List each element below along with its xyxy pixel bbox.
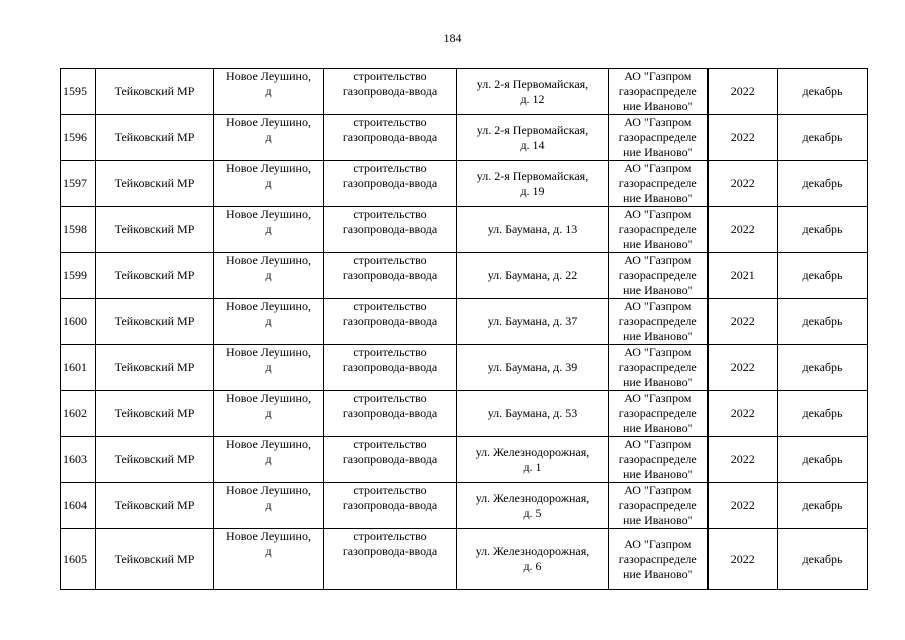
- year-cell: [708, 529, 778, 590]
- year-value: 2022: [730, 406, 755, 420]
- table-row: [61, 483, 868, 529]
- address-house: д. 1: [523, 459, 542, 474]
- organization-line3: ние Иваново": [622, 329, 693, 343]
- row-number: 1602: [63, 406, 87, 420]
- settlement-type: д: [265, 222, 272, 236]
- settlement-name: Новое Леушино,: [226, 391, 311, 405]
- organization-line1: АО "Газпром: [624, 207, 692, 221]
- district-cell: [96, 299, 214, 345]
- address-house: д. 14: [520, 137, 545, 152]
- district-cell: [96, 253, 214, 299]
- work-type-cell: [324, 161, 457, 207]
- work-type-line1: строительство: [353, 69, 427, 83]
- work-type-line2: газопровода-ввода: [342, 222, 438, 236]
- address-cell: [457, 69, 609, 115]
- organization-line1: АО "Газпром: [624, 437, 692, 451]
- organization-cell: [609, 483, 708, 529]
- organization-line2: газораспределе: [618, 360, 697, 374]
- organization-line1: АО "Газпром: [624, 161, 692, 175]
- settlement-name: Новое Леушино,: [226, 207, 311, 221]
- settlement-type: д: [265, 452, 272, 466]
- work-type-line1: строительство: [353, 161, 427, 175]
- year-cell: [708, 207, 778, 253]
- organization-line1: АО "Газпром: [624, 69, 692, 83]
- work-type-line1: строительство: [353, 345, 427, 359]
- work-type-line2: газопровода-ввода: [342, 544, 438, 558]
- settlement-cell: [214, 69, 324, 115]
- work-type-cell: [324, 299, 457, 345]
- district-cell: [96, 345, 214, 391]
- table-row: [61, 299, 868, 345]
- row-number-cell: [61, 437, 96, 483]
- month-value: декабрь: [802, 551, 843, 566]
- organization-line2: газораспределе: [618, 84, 697, 98]
- settlement-name: Новое Леушино,: [226, 437, 311, 451]
- work-type-line1: строительство: [353, 483, 427, 497]
- organization-cell: [609, 69, 708, 115]
- row-number-cell: [61, 483, 96, 529]
- month-cell: [778, 391, 868, 437]
- settlement-type: д: [265, 84, 272, 98]
- month-cell: [778, 299, 868, 345]
- row-number: 1596: [63, 130, 87, 144]
- month-value: декабрь: [802, 360, 843, 374]
- district-cell: [96, 161, 214, 207]
- work-type-line2: газопровода-ввода: [342, 130, 438, 144]
- work-type-cell: [324, 345, 457, 391]
- organization-line3: ние Иваново": [622, 467, 693, 481]
- row-number: 1598: [63, 222, 87, 236]
- month-cell: [778, 345, 868, 391]
- year-value: 2021: [730, 268, 755, 282]
- year-value: 2022: [730, 498, 755, 512]
- year-cell: [708, 483, 778, 529]
- table-row: [61, 115, 868, 161]
- organization-line1: АО "Газпром: [624, 299, 692, 313]
- address-street: ул. Железнодорожная,: [475, 490, 590, 505]
- row-number-cell: [61, 299, 96, 345]
- work-type-cell: [324, 253, 457, 299]
- organization-line1: АО "Газпром: [624, 115, 692, 129]
- address-cell: [457, 483, 609, 529]
- settlement-cell: [214, 437, 324, 483]
- year-cell: [708, 161, 778, 207]
- row-number-cell: [61, 161, 96, 207]
- month-cell: [778, 483, 868, 529]
- organization-line3: ние Иваново": [622, 513, 693, 527]
- month-value: декабрь: [802, 268, 843, 282]
- year-cell: [708, 345, 778, 391]
- month-cell: [778, 529, 868, 590]
- organization-line3: ние Иваново": [622, 237, 693, 251]
- month-cell: [778, 115, 868, 161]
- page-number: 184: [443, 31, 462, 45]
- organization-line3: ние Иваново": [622, 283, 693, 297]
- organization-line1: АО "Газпром: [624, 253, 692, 267]
- settlement-cell: [214, 207, 324, 253]
- organization-line2: газораспределе: [618, 406, 697, 420]
- address-street: ул. 2-я Первомайская,: [476, 122, 589, 137]
- month-value: декабрь: [802, 406, 843, 420]
- organization-cell: [609, 207, 708, 253]
- settlement-name: Новое Леушино,: [226, 253, 311, 267]
- organization-line1: АО "Газпром: [624, 536, 692, 551]
- month-cell: [778, 161, 868, 207]
- settlement-type: д: [265, 498, 272, 512]
- row-number-cell: [61, 345, 96, 391]
- district-cell: [96, 207, 214, 253]
- settlement-name: Новое Леушино,: [226, 483, 311, 497]
- row-number-cell: [61, 253, 96, 299]
- district-name: Тейковский МР: [114, 406, 195, 420]
- row-number-cell: [61, 529, 96, 590]
- row-number: 1597: [63, 176, 87, 190]
- month-cell: [778, 437, 868, 483]
- work-type-cell: [324, 69, 457, 115]
- address-house: д. 6: [523, 559, 542, 573]
- year-value: 2022: [730, 130, 755, 144]
- settlement-type: д: [265, 268, 272, 282]
- address-cell: [457, 115, 609, 161]
- address-street: ул. Баумана, д. 37: [487, 314, 578, 328]
- work-type-line2: газопровода-ввода: [342, 406, 438, 420]
- row-number: 1600: [63, 314, 87, 328]
- district-name: Тейковский МР: [114, 551, 195, 566]
- work-type-line2: газопровода-ввода: [342, 360, 438, 374]
- address-street: ул. Железнодорожная,: [475, 444, 590, 459]
- organization-line2: газораспределе: [618, 452, 697, 466]
- month-cell: [778, 253, 868, 299]
- address-street: ул. Баумана, д. 13: [487, 222, 578, 236]
- row-number: 1599: [63, 268, 87, 282]
- month-value: декабрь: [802, 130, 843, 144]
- settlement-cell: [214, 299, 324, 345]
- work-type-line1: строительство: [353, 207, 427, 221]
- table-row: [61, 207, 868, 253]
- organization-cell: [609, 437, 708, 483]
- year-value: 2022: [730, 551, 755, 566]
- organization-cell: [609, 253, 708, 299]
- settlement-cell: [214, 391, 324, 437]
- settlement-name: Новое Леушино,: [226, 299, 311, 313]
- settlement-cell: [214, 345, 324, 391]
- year-cell: [708, 253, 778, 299]
- organization-cell: [609, 161, 708, 207]
- year-cell: [708, 115, 778, 161]
- row-number-cell: [61, 391, 96, 437]
- address-cell: [457, 161, 609, 207]
- work-type-line2: газопровода-ввода: [342, 314, 438, 328]
- work-type-cell: [324, 115, 457, 161]
- year-cell: [708, 391, 778, 437]
- year-value: 2022: [730, 176, 755, 190]
- organization-line3: ние Иваново": [622, 145, 693, 159]
- settlement-type: д: [265, 176, 272, 190]
- settlement-name: Новое Леушино,: [226, 161, 311, 175]
- organization-line3: ние Иваново": [622, 191, 693, 205]
- settlement-name: Новое Леушино,: [226, 345, 311, 359]
- address-street: ул. Баумана, д. 53: [487, 406, 578, 420]
- address-street: ул. Баумана, д. 22: [487, 268, 578, 282]
- organization-line2: газораспределе: [618, 268, 697, 282]
- settlement-cell: [214, 115, 324, 161]
- month-value: декабрь: [802, 176, 843, 190]
- district-cell: [96, 483, 214, 529]
- settlement-name: Новое Леушино,: [226, 69, 311, 83]
- address-street: ул. Железнодорожная,: [475, 544, 590, 558]
- work-type-line2: газопровода-ввода: [342, 268, 438, 282]
- table-row: [61, 69, 868, 115]
- row-number-cell: [61, 69, 96, 115]
- district-name: Тейковский МР: [114, 360, 195, 374]
- table-row: [61, 253, 868, 299]
- organization-line2: газораспределе: [618, 551, 697, 566]
- table-row: [61, 345, 868, 391]
- row-number: 1595: [63, 84, 87, 98]
- organization-line1: АО "Газпром: [624, 345, 692, 359]
- work-type-cell: [324, 391, 457, 437]
- organization-line3: ние Иваново": [622, 99, 693, 113]
- address-cell: [457, 529, 609, 590]
- work-type-line1: строительство: [353, 253, 427, 267]
- settlement-cell: [214, 483, 324, 529]
- work-type-line1: строительство: [353, 115, 427, 129]
- year-cell: [708, 69, 778, 115]
- settlement-type: д: [265, 314, 272, 328]
- work-type-line1: строительство: [353, 437, 427, 451]
- settlement-cell: [214, 161, 324, 207]
- organization-cell: [609, 391, 708, 437]
- work-type-line1: строительство: [353, 299, 427, 313]
- year-value: 2022: [730, 452, 755, 466]
- address-cell: [457, 391, 609, 437]
- address-street: ул. 2-я Первомайская,: [476, 168, 589, 183]
- year-cell: [708, 299, 778, 345]
- organization-line2: газораспределе: [618, 222, 697, 236]
- work-type-cell: [324, 437, 457, 483]
- month-value: декабрь: [802, 498, 843, 512]
- table-row: [61, 437, 868, 483]
- address-house: д. 12: [520, 91, 545, 106]
- work-type-line2: газопровода-ввода: [342, 452, 438, 466]
- work-type-line2: газопровода-ввода: [342, 84, 438, 98]
- month-cell: [778, 207, 868, 253]
- work-type-line2: газопровода-ввода: [342, 176, 438, 190]
- settlement-cell: [214, 253, 324, 299]
- month-cell: [778, 69, 868, 115]
- organization-cell: [609, 115, 708, 161]
- address-cell: [457, 299, 609, 345]
- row-number: 1605: [63, 551, 87, 566]
- address-cell: [457, 207, 609, 253]
- district-cell: [96, 529, 214, 590]
- row-number: 1601: [63, 360, 87, 374]
- work-type-line1: строительство: [353, 529, 427, 543]
- organization-line2: газораспределе: [618, 176, 697, 190]
- district-cell: [96, 115, 214, 161]
- row-number-cell: [61, 207, 96, 253]
- address-house: д. 19: [520, 183, 545, 198]
- organization-line2: газораспределе: [618, 130, 697, 144]
- row-number: 1604: [63, 498, 87, 512]
- year-cell: [708, 437, 778, 483]
- district-name: Тейковский МР: [114, 222, 195, 236]
- month-value: декабрь: [802, 222, 843, 236]
- month-value: декабрь: [802, 84, 843, 98]
- address-house: д. 5: [523, 505, 542, 520]
- organization-line3: ние Иваново": [622, 421, 693, 435]
- organization-line3: ние Иваново": [622, 375, 693, 389]
- district-name: Тейковский МР: [114, 176, 195, 190]
- table-row: [61, 391, 868, 437]
- month-value: декабрь: [802, 314, 843, 328]
- organization-line1: АО "Газпром: [624, 391, 692, 405]
- month-value: декабрь: [802, 452, 843, 466]
- organization-line1: АО "Газпром: [624, 483, 692, 497]
- settlement-cell: [214, 529, 324, 590]
- work-type-cell: [324, 529, 457, 590]
- row-number-cell: [61, 115, 96, 161]
- organization-cell: [609, 299, 708, 345]
- table-row: [61, 161, 868, 207]
- organization-cell: [609, 529, 708, 590]
- organization-line2: газораспределе: [618, 314, 697, 328]
- district-cell: [96, 391, 214, 437]
- table-body: [61, 69, 868, 590]
- district-name: Тейковский МР: [114, 452, 195, 466]
- settlement-name: Новое Леушино,: [226, 529, 311, 543]
- district-cell: [96, 69, 214, 115]
- settlement-type: д: [265, 130, 272, 144]
- organization-cell: [609, 345, 708, 391]
- year-value: 2022: [730, 314, 755, 328]
- work-type-line2: газопровода-ввода: [342, 498, 438, 512]
- settlement-type: д: [265, 360, 272, 374]
- organization-line3: ние Иваново": [622, 566, 693, 581]
- work-type-cell: [324, 207, 457, 253]
- address-cell: [457, 437, 609, 483]
- year-value: 2022: [730, 84, 755, 98]
- year-value: 2022: [730, 222, 755, 236]
- address-cell: [457, 345, 609, 391]
- settlement-type: д: [265, 406, 272, 420]
- gasification-register-table: [60, 68, 868, 590]
- work-type-cell: [324, 483, 457, 529]
- district-name: Тейковский МР: [114, 268, 195, 282]
- row-number: 1603: [63, 452, 87, 466]
- table-row: [61, 529, 868, 590]
- organization-line2: газораспределе: [618, 498, 697, 512]
- address-street: ул. Баумана, д. 39: [487, 360, 578, 374]
- address-cell: [457, 253, 609, 299]
- settlement-type: д: [265, 544, 272, 558]
- district-name: Тейковский МР: [114, 130, 195, 144]
- address-street: ул. 2-я Первомайская,: [476, 76, 589, 91]
- work-type-line1: строительство: [353, 391, 427, 405]
- district-name: Тейковский МР: [114, 498, 195, 512]
- year-value: 2022: [730, 360, 755, 374]
- settlement-name: Новое Леушино,: [226, 115, 311, 129]
- district-cell: [96, 437, 214, 483]
- district-name: Тейковский МР: [114, 314, 195, 328]
- district-name: Тейковский МР: [114, 84, 195, 98]
